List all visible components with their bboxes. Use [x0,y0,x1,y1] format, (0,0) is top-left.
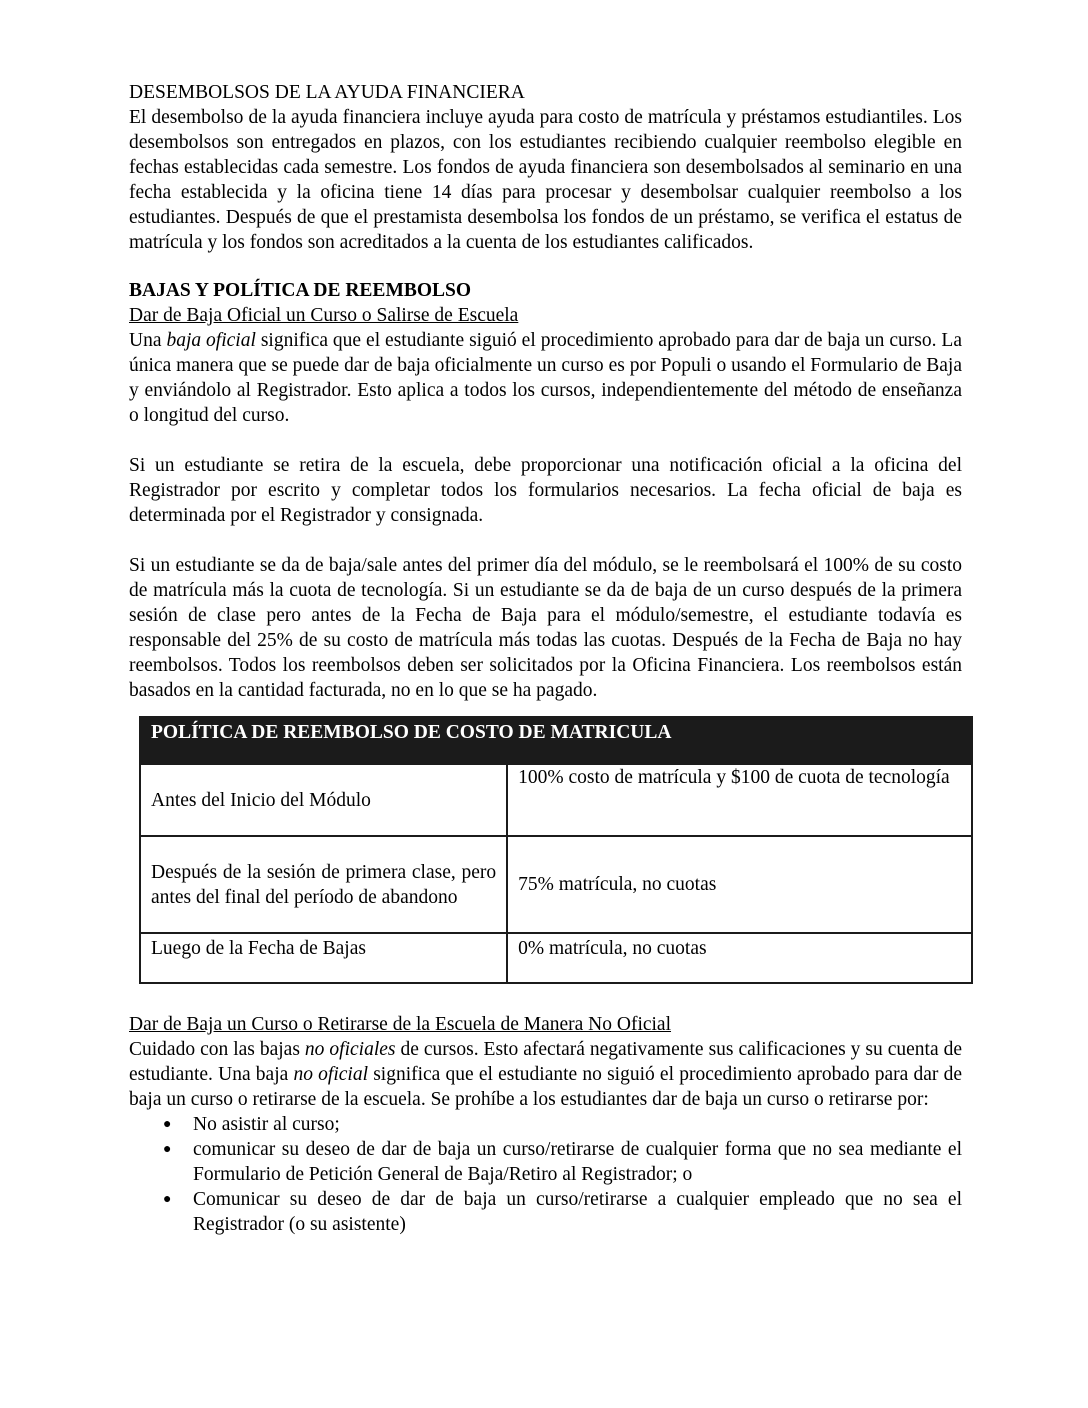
school-withdrawal-paragraph: Si un estudiante se retira de la escuela, debe proporcionar una notificación oficial a la oficina del Registrador por escrito y completar todos los formularios necesarios. La fecha oficial de baja es determinada por el Registrador y consignada. [129,455,962,526]
table-cell-period: Luego de la Fecha de Bajas [140,933,507,983]
refund-rules-paragraph: Si un estudiante se da de baja/sale antes del primer día del módulo, se le reembolsará el 100% de su costo de matrícula más la cuota de tecnología. Si un estudiante se da de baja de un curso después de la primera sesión de clase pero antes de la Fecha de Baja para el módulo/semestre, el estudiante todavía es responsable del 25% de su costo de matrícula más todas las cuotas. Después de la Fecha de Baja no hay reembolsos. Todos los reembolsos deben ser solicitados por la Oficina Financiera. Los reembolsos están basados en la cantidad facturada, no en lo que se ha pagado. [129,555,962,701]
subheading-official-withdrawal: Dar de Baja Oficial un Curso o Salirse de Escuela [129,305,519,326]
table-row [140,764,972,836]
prohibited-methods-list [129,1112,962,1237]
table-cell-refund: 0% matrícula, no cuotas [507,933,972,983]
document-page [129,80,962,1237]
section-heading-disbursements: DESEMBOLSOS DE LA AYUDA FINANCIERA [129,82,525,103]
unofficial-withdrawal-paragraph: Cuidado con las bajas no oficiales de cursos. Esto afectará negativamente sus calificaciones y su cuenta de estudiante. Una baja no oficial significa que el estudiante no siguió el procedimiento aprobado para dar de baja un curso o retirarse de la escuela. Se prohíbe a los estudiantes dar de baja un curso o retirarse por: [129,1039,963,1110]
bullet-icon: ● [163,1192,172,1207]
refund-policy-table [139,716,973,984]
bullet-icon: ● [163,1142,172,1157]
list-item: ● comunicar su deseo de dar de baja un curso/retirarse de cualquier forma que no sea mediante el Formulario de Petición General de Baja/Retiro al Registrador; o [163,1139,962,1185]
table-cell-period: Antes del Inicio del Módulo [140,764,507,836]
table-cell-refund: 75% matrícula, no cuotas [507,836,972,933]
subheading-unofficial-withdrawal: Dar de Baja un Curso o Retirarse de la Escuela de Manera No Oficial [129,1014,672,1035]
section-heading-withdrawals: BAJAS Y POLÍTICA DE REEMBOLSO [129,280,472,301]
italic-term: baja oficial [166,330,256,351]
list-item: ● Comunicar su deseo de dar de baja un curso/retirarse a cualquier empleado que no sea el Registrador (o su asistente) [163,1189,962,1235]
table-cell-period: Después de la sesión de primera clase, pero antes del final del período de abandono [140,836,507,933]
table-header: POLÍTICA DE REEMBOLSO DE COSTO DE MATRICULA [140,717,972,764]
table-row [140,836,972,933]
table-cell-refund: 100% costo de matrícula y $100 de cuota de tecnología [507,764,972,836]
bullet-icon: ● [163,1117,172,1132]
italic-term: no oficial [293,1064,368,1085]
official-withdrawal-paragraph: Una baja oficial significa que el estudiante siguió el procedimiento aprobado para dar de baja un curso. La única manera que se puede dar de baja oficialmente un curso es por Populi o usando el Formulario de Baja y enviándolo al Registrador. Esto aplica a todos los cursos, independientemente del método de enseñanza o longitud del curso. [129,330,962,426]
italic-term: no oficiales [304,1039,396,1060]
list-item: ● No asistir al curso; [163,1114,340,1135]
table-row [140,933,972,983]
disbursements-paragraph: El desembolso de la ayuda financiera incluye ayuda para costo de matrícula y préstamos estudiantiles. Los desembolsos son entregados en plazos, con los estudiantes recibiendo cualquier reembolso elegible en fechas establecidas cada semestre. Los fondos de ayuda financiera son desembolsados al seminario en una fecha establecida y la oficina tiene 14 días para procesar y desembolsar cualquier reembolso a los estudiantes. Después de que el prestamista desembolsa los fondos de un préstamo, se verifica el estatus de matrícula y los fondos son acreditados a la cuenta de los estudiantes calificados. [129,107,962,253]
